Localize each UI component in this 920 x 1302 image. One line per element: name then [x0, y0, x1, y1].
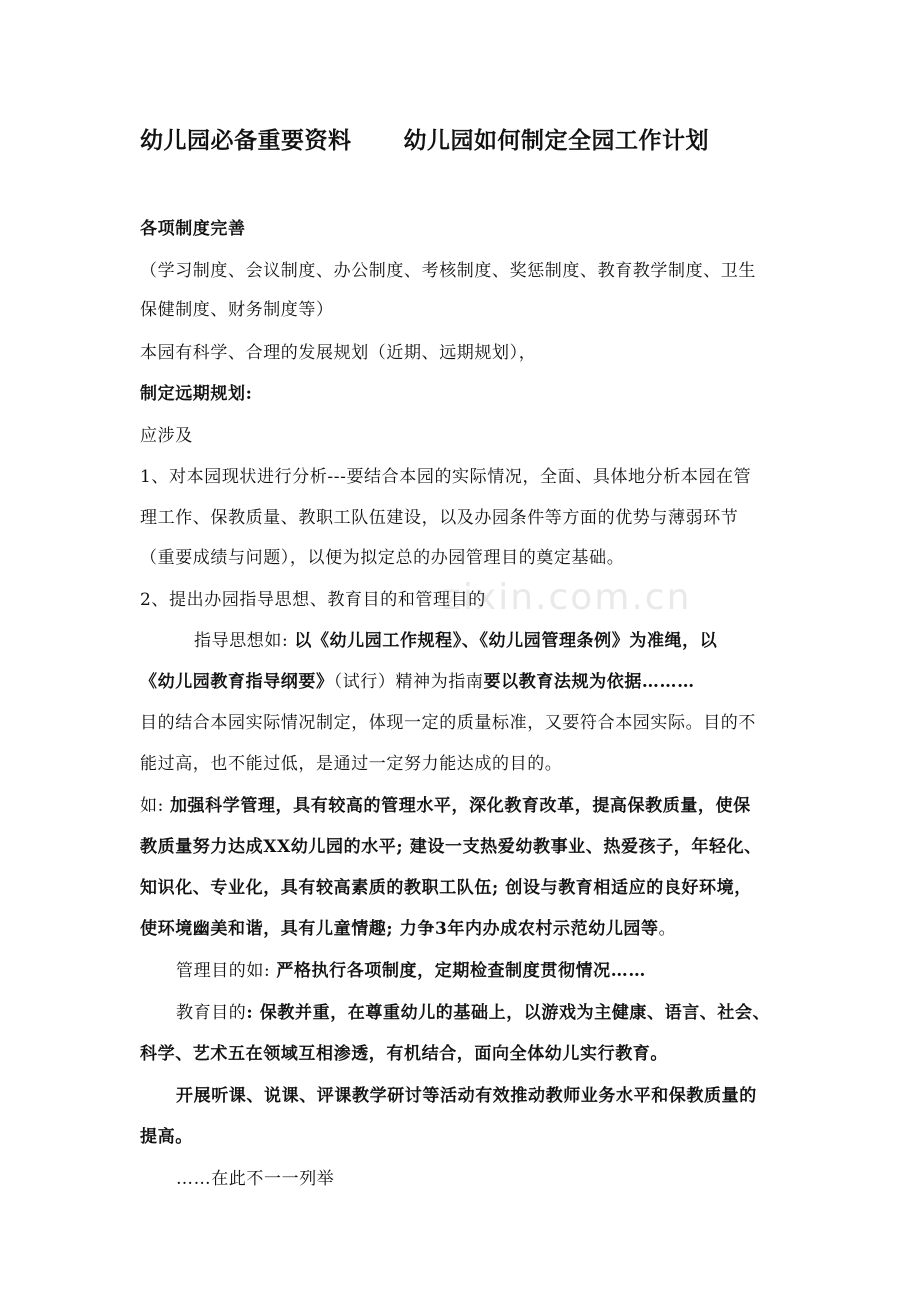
- goal-line2: 能过高，也不能过低，是通过一定努力能达成的目的。: [140, 754, 563, 774]
- education-goal-line1: [176, 1000, 780, 1026]
- education-prefix: 教育目的: [176, 1003, 247, 1023]
- example-end: 。: [658, 919, 677, 939]
- title-right: 幼儿园如何制定全园工作计划: [403, 128, 709, 154]
- systems-heading: 各项制度完善: [140, 219, 246, 239]
- example-line4: [140, 916, 780, 942]
- goal-line1: 目的结合本园实际情况制定，体现一定的质量标准，又要符合本园实际。目的不: [140, 713, 756, 733]
- management-bold: 严格执行各项制度，定期检查制度贯彻情况……: [276, 961, 646, 981]
- should-cover: 应涉及: [140, 426, 193, 446]
- example-line3: 知识化、专业化，具有较高素质的教职工队伍; 创设与教育相适应的良好环境，: [140, 878, 752, 898]
- item1-line1: 1、对本园现状进行分析---要结合本园的实际情况，全面、具体地分析本园在管: [140, 467, 752, 487]
- management-goal: [176, 958, 780, 984]
- item1-line2: 理工作、保教质量、教职工队伍建设，以及办园条件等方面的优势与薄弱环节: [140, 508, 739, 528]
- page-title: [140, 122, 780, 155]
- closing-line: ……在此不一一列举: [176, 1169, 335, 1189]
- education-goal-line2: 科学、艺术五在领域互相渗透，有机结合，面向全体幼儿实行教育。: [140, 1044, 668, 1064]
- activities-line1: 开展听课、说课、评课教学研讨等活动有效推动教师业务水平和保教质量的: [176, 1086, 757, 1106]
- item2-heading: 2、提出办园指导思想、教育目的和管理目的: [140, 590, 486, 610]
- example-bold4: 使环境幽美和谐，具有儿童情趣; 力争3年内办成农村示范幼儿园等: [140, 919, 659, 939]
- guide-prefix: 指导思想如:: [194, 631, 295, 651]
- guide-line2: [140, 669, 780, 695]
- guide-normal2: （试行）精神为指南: [333, 672, 484, 692]
- guide-bold1: 以《幼儿园工作规程》、《幼儿园管理条例》为准绳，以: [294, 631, 718, 651]
- education-bold1: : 保教并重，在尊重幼儿的基础上，以游戏为主健康、语言、社会、: [246, 1003, 771, 1023]
- item1-line3: （重要成绩与问题），以便为拟定总的办园管理目的奠定基础。: [140, 548, 625, 568]
- guide-bold2b: 要以教育法规为依据………: [483, 672, 695, 692]
- systems-list-line1: （学习制度、会议制度、办公制度、考核制度、奖惩制度、教育教学制度、卫生: [140, 261, 756, 281]
- example-prefix: 如:: [140, 796, 170, 816]
- example-line1: [140, 793, 780, 819]
- title-left: 幼儿园必备重要资料: [140, 128, 352, 154]
- guide-line1: [194, 628, 780, 654]
- example-bold1: 加强科学管理，具有较高的管理水平，深化教育改革，提高保教质量，使保: [169, 796, 751, 816]
- long-term-heading: 制定远期规划:: [140, 384, 253, 404]
- plan-line: 本园有科学、合理的发展规划（近期、远期规划），: [140, 343, 537, 363]
- management-prefix: 管理目的如:: [176, 961, 277, 981]
- watermark: zixin.com.cn: [442, 577, 692, 618]
- systems-list-line2: 保健制度、财务制度等）: [140, 300, 334, 320]
- guide-bold2a: 《幼儿园教育指导纲要》: [140, 672, 334, 692]
- activities-line2: 提高。: [140, 1127, 193, 1147]
- example-line2: 教质量努力达成XX幼儿园的水平; 建设一支热爱幼教事业、热爱孩子，年轻化、: [140, 837, 762, 857]
